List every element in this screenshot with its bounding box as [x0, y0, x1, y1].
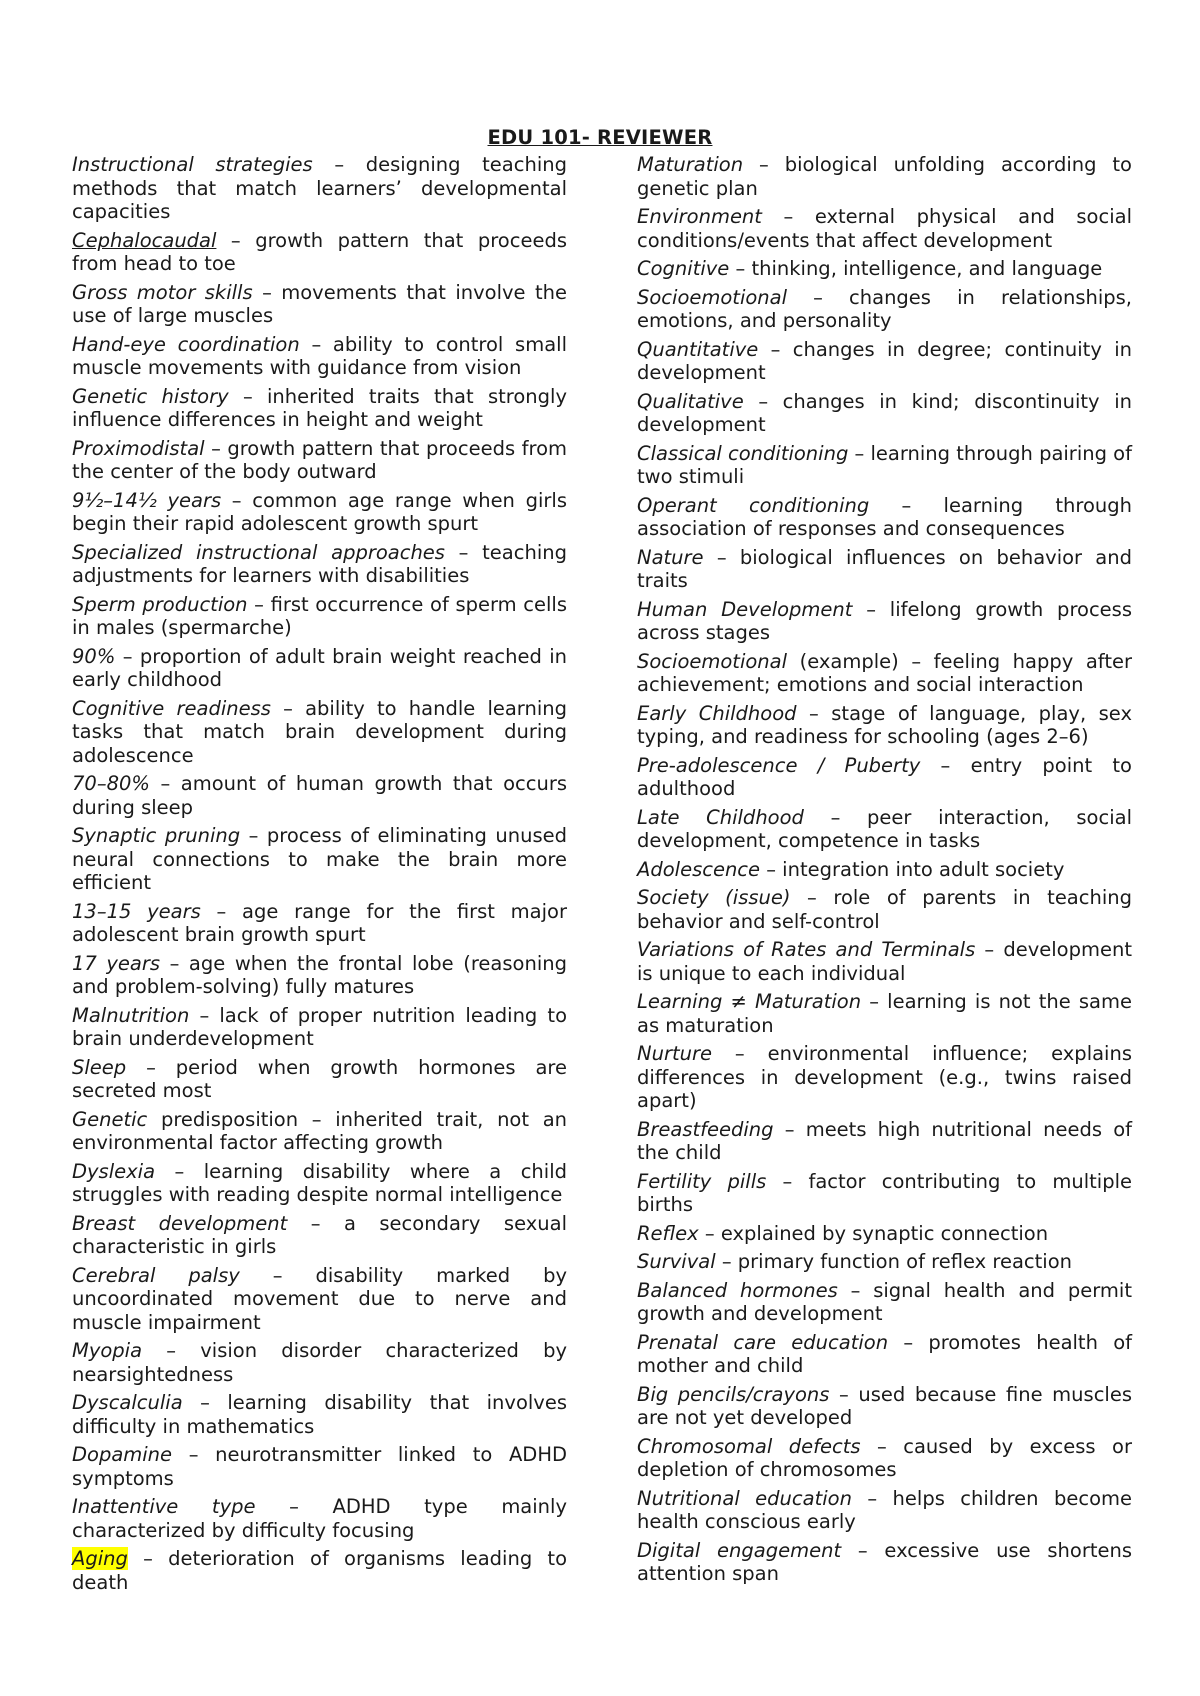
glossary-definition: – growth pattern that proceeds from the center of the body outward: [72, 436, 567, 483]
glossary-term: Inattentive type: [72, 1495, 256, 1518]
glossary-term: Genetic history: [72, 384, 229, 408]
glossary-term: Gross motor skills: [72, 280, 253, 304]
glossary-definition: – integration into adult society: [760, 857, 1065, 881]
glossary-definition: – helps children become health conscious early: [637, 1486, 1132, 1533]
glossary-term: Sperm production: [72, 592, 248, 616]
glossary-definition: – lifelong growth process across stages: [637, 597, 1132, 644]
glossary-entry: [72, 697, 567, 768]
glossary-term: Synaptic pruning: [72, 824, 241, 847]
glossary-definition: – common age range when girls begin their rapid adolescent growth spurt: [72, 488, 567, 535]
glossary-term-qualifier: (example): [787, 649, 899, 673]
glossary-definition: – neurotransmitter linked to ADHD symptoms: [72, 1443, 567, 1490]
glossary-entry: [72, 900, 567, 947]
glossary-term: 70–80%: [72, 772, 150, 795]
glossary-definition: – disability marked by uncoordinated movement due to nerve and muscle impairment: [72, 1263, 567, 1334]
glossary-entry: [637, 702, 1132, 749]
glossary-term: 17 years: [72, 951, 161, 975]
glossary-term: Cephalocaudal: [72, 228, 217, 252]
glossary-entry: [72, 1339, 567, 1386]
glossary-definition: – biological unfolding according to genetic plan: [637, 153, 1132, 200]
glossary-term-qualifier: predisposition: [147, 1107, 299, 1131]
glossary-term: Dyscalculia: [72, 1391, 183, 1414]
glossary-entry: [637, 1331, 1132, 1378]
glossary-definition: – vision disorder characterized by nearsightedness: [72, 1339, 567, 1386]
glossary-term: Specialized instructional approaches: [72, 540, 445, 564]
glossary-definition: – first occurrence of sperm cells in males (spermarche): [72, 592, 567, 639]
glossary-entry: [637, 153, 1132, 200]
glossary-definition: – promotes health of mother and child: [637, 1330, 1132, 1377]
left-column: [72, 153, 567, 1599]
glossary-entry: [72, 437, 567, 484]
glossary-definition: – factor contributing to multiple births: [637, 1169, 1132, 1216]
glossary-definition: – biological influences on behavior and traits: [637, 545, 1132, 592]
glossary-term: Nurture: [637, 1042, 712, 1065]
glossary-definition: – changes in degree; continuity in development: [637, 337, 1132, 384]
glossary-entry: [637, 858, 1132, 882]
glossary-entry: [72, 385, 567, 432]
glossary-entry: [637, 1435, 1132, 1482]
glossary-entry: [72, 281, 567, 328]
glossary-definition: – external physical and social conditions/events that affect development: [637, 205, 1132, 252]
glossary-term: Qualitative: [637, 389, 744, 413]
glossary-definition: – signal health and permit growth and development: [637, 1278, 1132, 1325]
glossary-term: Reflex: [637, 1221, 699, 1245]
glossary-entry: [72, 1108, 567, 1155]
glossary-entry: [637, 1118, 1132, 1165]
glossary-definition: – process of eliminating unused neural connections to make the brain more efficient: [72, 824, 567, 894]
glossary-entry: [637, 205, 1132, 252]
glossary-term: Survival: [637, 1250, 716, 1273]
glossary-term: 90%: [72, 644, 116, 668]
glossary-term: Dopamine: [72, 1443, 173, 1466]
glossary-definition: – stage of language, play, sex typing, and readiness for schooling (ages 2–6): [637, 701, 1132, 748]
glossary-entry: [637, 1539, 1132, 1586]
glossary-definition: – learning through pairing of two stimuli: [637, 441, 1132, 488]
glossary-definition: – period when growth hormones are secreted most: [72, 1055, 567, 1102]
glossary-definition: – primary function of reflex reaction: [715, 1250, 1073, 1273]
glossary-definition: – age when the frontal lobe (reasoning and problem-solving) fully matures: [72, 951, 567, 998]
glossary-entry: [72, 645, 567, 692]
glossary-entry: [637, 1042, 1132, 1113]
glossary-entry: [72, 153, 567, 224]
glossary-definition: – lack of proper nutrition leading to brain underdevelopment: [72, 1003, 567, 1050]
glossary-entry: [637, 338, 1132, 385]
glossary-term: Instructional strategies: [72, 153, 313, 176]
glossary-term: Cognitive readiness: [72, 696, 271, 720]
glossary-definition: – ability to control small muscle movements with guidance from vision: [72, 332, 567, 379]
glossary-definition: – deterioration of organisms leading to death: [72, 1547, 567, 1594]
glossary-entry: [637, 546, 1132, 593]
glossary-entry: [637, 886, 1132, 933]
glossary-term: Genetic: [72, 1107, 148, 1131]
right-column: [637, 153, 1132, 1591]
glossary-entry: [637, 598, 1132, 645]
glossary-entry: [72, 1495, 567, 1542]
glossary-term: Prenatal care education: [637, 1330, 889, 1354]
glossary-definition: – development is unique to each individual: [637, 938, 1132, 985]
glossary-definition: – learning disability where a child struggles with reading despite normal intelligence: [72, 1159, 567, 1206]
glossary-entry: [72, 333, 567, 380]
glossary-term: Cognitive: [637, 257, 730, 280]
glossary-term: Big pencils/crayons: [637, 1382, 830, 1406]
glossary-definition: – proportion of adult brain weight reached in early childhood: [72, 644, 567, 691]
glossary-term: Dyslexia: [72, 1159, 156, 1183]
glossary-term: Malnutrition: [72, 1003, 190, 1027]
glossary-term: 9½–14½ years: [72, 488, 222, 512]
glossary-definition: – explained by synaptic connection: [698, 1221, 1049, 1245]
glossary-entry: [637, 1222, 1132, 1246]
glossary-definition: – peer interaction, social development, competence in tasks: [637, 805, 1132, 852]
glossary-term: Society (issue): [637, 886, 791, 909]
glossary-entry: [637, 990, 1132, 1037]
glossary-entry: [637, 650, 1132, 697]
glossary-entry: [637, 1170, 1132, 1217]
glossary-entry: [637, 257, 1132, 281]
glossary-definition: – role of parents in teaching behavior and self-control: [637, 886, 1132, 933]
glossary-entry: [637, 1250, 1132, 1274]
glossary-term: Operant conditioning: [637, 493, 870, 517]
glossary-term: Variations of Rates and Terminals: [637, 938, 976, 961]
document-title: EDU 101- REVIEWER: [487, 126, 713, 149]
glossary-definition: – inherited traits that strongly influence differences in height and weight: [72, 384, 567, 431]
glossary-term: Myopia: [72, 1339, 143, 1362]
glossary-entry: [637, 1279, 1132, 1326]
glossary-definition: – ADHD type mainly characterized by difficulty focusing: [72, 1495, 567, 1542]
glossary-entry: [72, 489, 567, 536]
glossary-term: Nature: [637, 545, 704, 569]
glossary-entry: [637, 754, 1132, 801]
glossary-entry: [72, 541, 567, 588]
highlighted-term: Aging: [72, 1547, 128, 1570]
glossary-definition: – learning disability that involves difficulty in mathematics: [72, 1391, 567, 1438]
glossary-entry: [72, 772, 567, 819]
glossary-term: Chromosomal defects: [637, 1434, 861, 1458]
glossary-term: Cerebral palsy: [72, 1263, 240, 1287]
glossary-term: Socioemotional: [637, 649, 788, 673]
glossary-entry: [72, 952, 567, 999]
glossary-term: Environment: [637, 205, 762, 228]
glossary-entry: [637, 286, 1132, 333]
glossary-term: Proximodistal: [72, 436, 205, 460]
glossary-definition: – inherited trait, not an environmental factor affecting growth: [72, 1107, 568, 1154]
glossary-entry: [637, 806, 1132, 853]
glossary-term: Socioemotional: [637, 285, 788, 309]
glossary-entry: [72, 1391, 567, 1438]
glossary-entry: [72, 1212, 567, 1259]
glossary-entry: [72, 1004, 567, 1051]
glossary-entry: [72, 1160, 567, 1207]
glossary-definition: – entry point to adulthood: [637, 753, 1132, 800]
glossary-term: Pre-adolescence / Puberty: [637, 753, 921, 777]
glossary-definition: – used because fine muscles are not yet developed: [637, 1382, 1132, 1429]
glossary-term: Breast development: [72, 1211, 288, 1235]
glossary-definition: – amount of human growth that occurs during sleep: [72, 772, 567, 819]
glossary-definition: – meets high nutritional needs of the child: [637, 1117, 1132, 1164]
glossary-entry: [72, 1264, 567, 1335]
glossary-entry: [72, 824, 567, 895]
glossary-definition: – thinking, intelligence, and language: [729, 257, 1103, 280]
glossary-entry: [637, 494, 1132, 541]
glossary-entry: [637, 938, 1132, 985]
glossary-entry: [72, 593, 567, 640]
glossary-term: Early Childhood: [637, 701, 797, 725]
glossary-entry: [637, 1383, 1132, 1430]
glossary-term: Classical conditioning: [637, 441, 849, 465]
glossary-entry: [72, 229, 567, 276]
glossary-term: Digital engagement: [637, 1538, 842, 1562]
glossary-definition: – age range for the first major adolescent brain growth spurt: [72, 899, 567, 946]
glossary-term: Balanced hormones: [637, 1278, 838, 1302]
glossary-term: Fertility pills: [637, 1169, 767, 1193]
glossary-term: Human Development: [637, 597, 853, 621]
glossary-term: Late Childhood: [637, 805, 804, 829]
glossary-definition: – learning through association of responses and consequences: [637, 493, 1132, 540]
glossary-definition: – ability to handle learning tasks that match brain development during adolescence: [72, 696, 567, 767]
glossary-term: Nutritional education: [637, 1486, 852, 1510]
glossary-entry: [72, 1056, 567, 1103]
glossary-definition: – designing teaching methods that match learners’ developmental capacities: [72, 153, 567, 223]
glossary-definition: – changes in kind; discontinuity in development: [637, 389, 1132, 436]
glossary-definition: – a secondary sexual characteristic in girls: [72, 1211, 568, 1258]
glossary-definition: – changes in relationships, emotions, and personality: [637, 285, 1132, 332]
glossary-entry: [72, 1443, 567, 1490]
glossary-term: Learning ≠ Maturation: [637, 990, 862, 1013]
glossary-entry: [72, 1547, 567, 1594]
glossary-definition: – learning is not the same as maturation: [637, 990, 1132, 1037]
glossary-definition: – caused by excess or depletion of chromosomes: [637, 1434, 1133, 1481]
glossary-definition: – feeling happy after achievement; emotions and social interaction: [637, 649, 1132, 696]
glossary-term: Adolescence: [637, 857, 761, 881]
glossary-term: Quantitative: [637, 337, 759, 361]
glossary-term: Breastfeeding: [637, 1117, 774, 1141]
glossary-entry: [637, 442, 1132, 489]
glossary-term: Maturation: [637, 153, 744, 176]
glossary-definition: – movements that involve the use of large muscles: [72, 280, 567, 327]
glossary-entry: [637, 390, 1132, 437]
glossary-definition: – environmental influence; explains differences in development (e.g., twins raised apart): [637, 1042, 1132, 1112]
glossary-definition: – excessive use shortens attention span: [637, 1538, 1132, 1585]
glossary-definition: – growth pattern that proceeds from head to toe: [72, 228, 567, 275]
glossary-definition: – teaching adjustments for learners with disabilities: [72, 540, 567, 587]
glossary-entry: [637, 1487, 1132, 1534]
glossary-term: Sleep: [72, 1055, 127, 1079]
glossary-term: 13–15 years: [72, 899, 201, 923]
glossary-term: Hand-eye coordination: [72, 332, 300, 356]
